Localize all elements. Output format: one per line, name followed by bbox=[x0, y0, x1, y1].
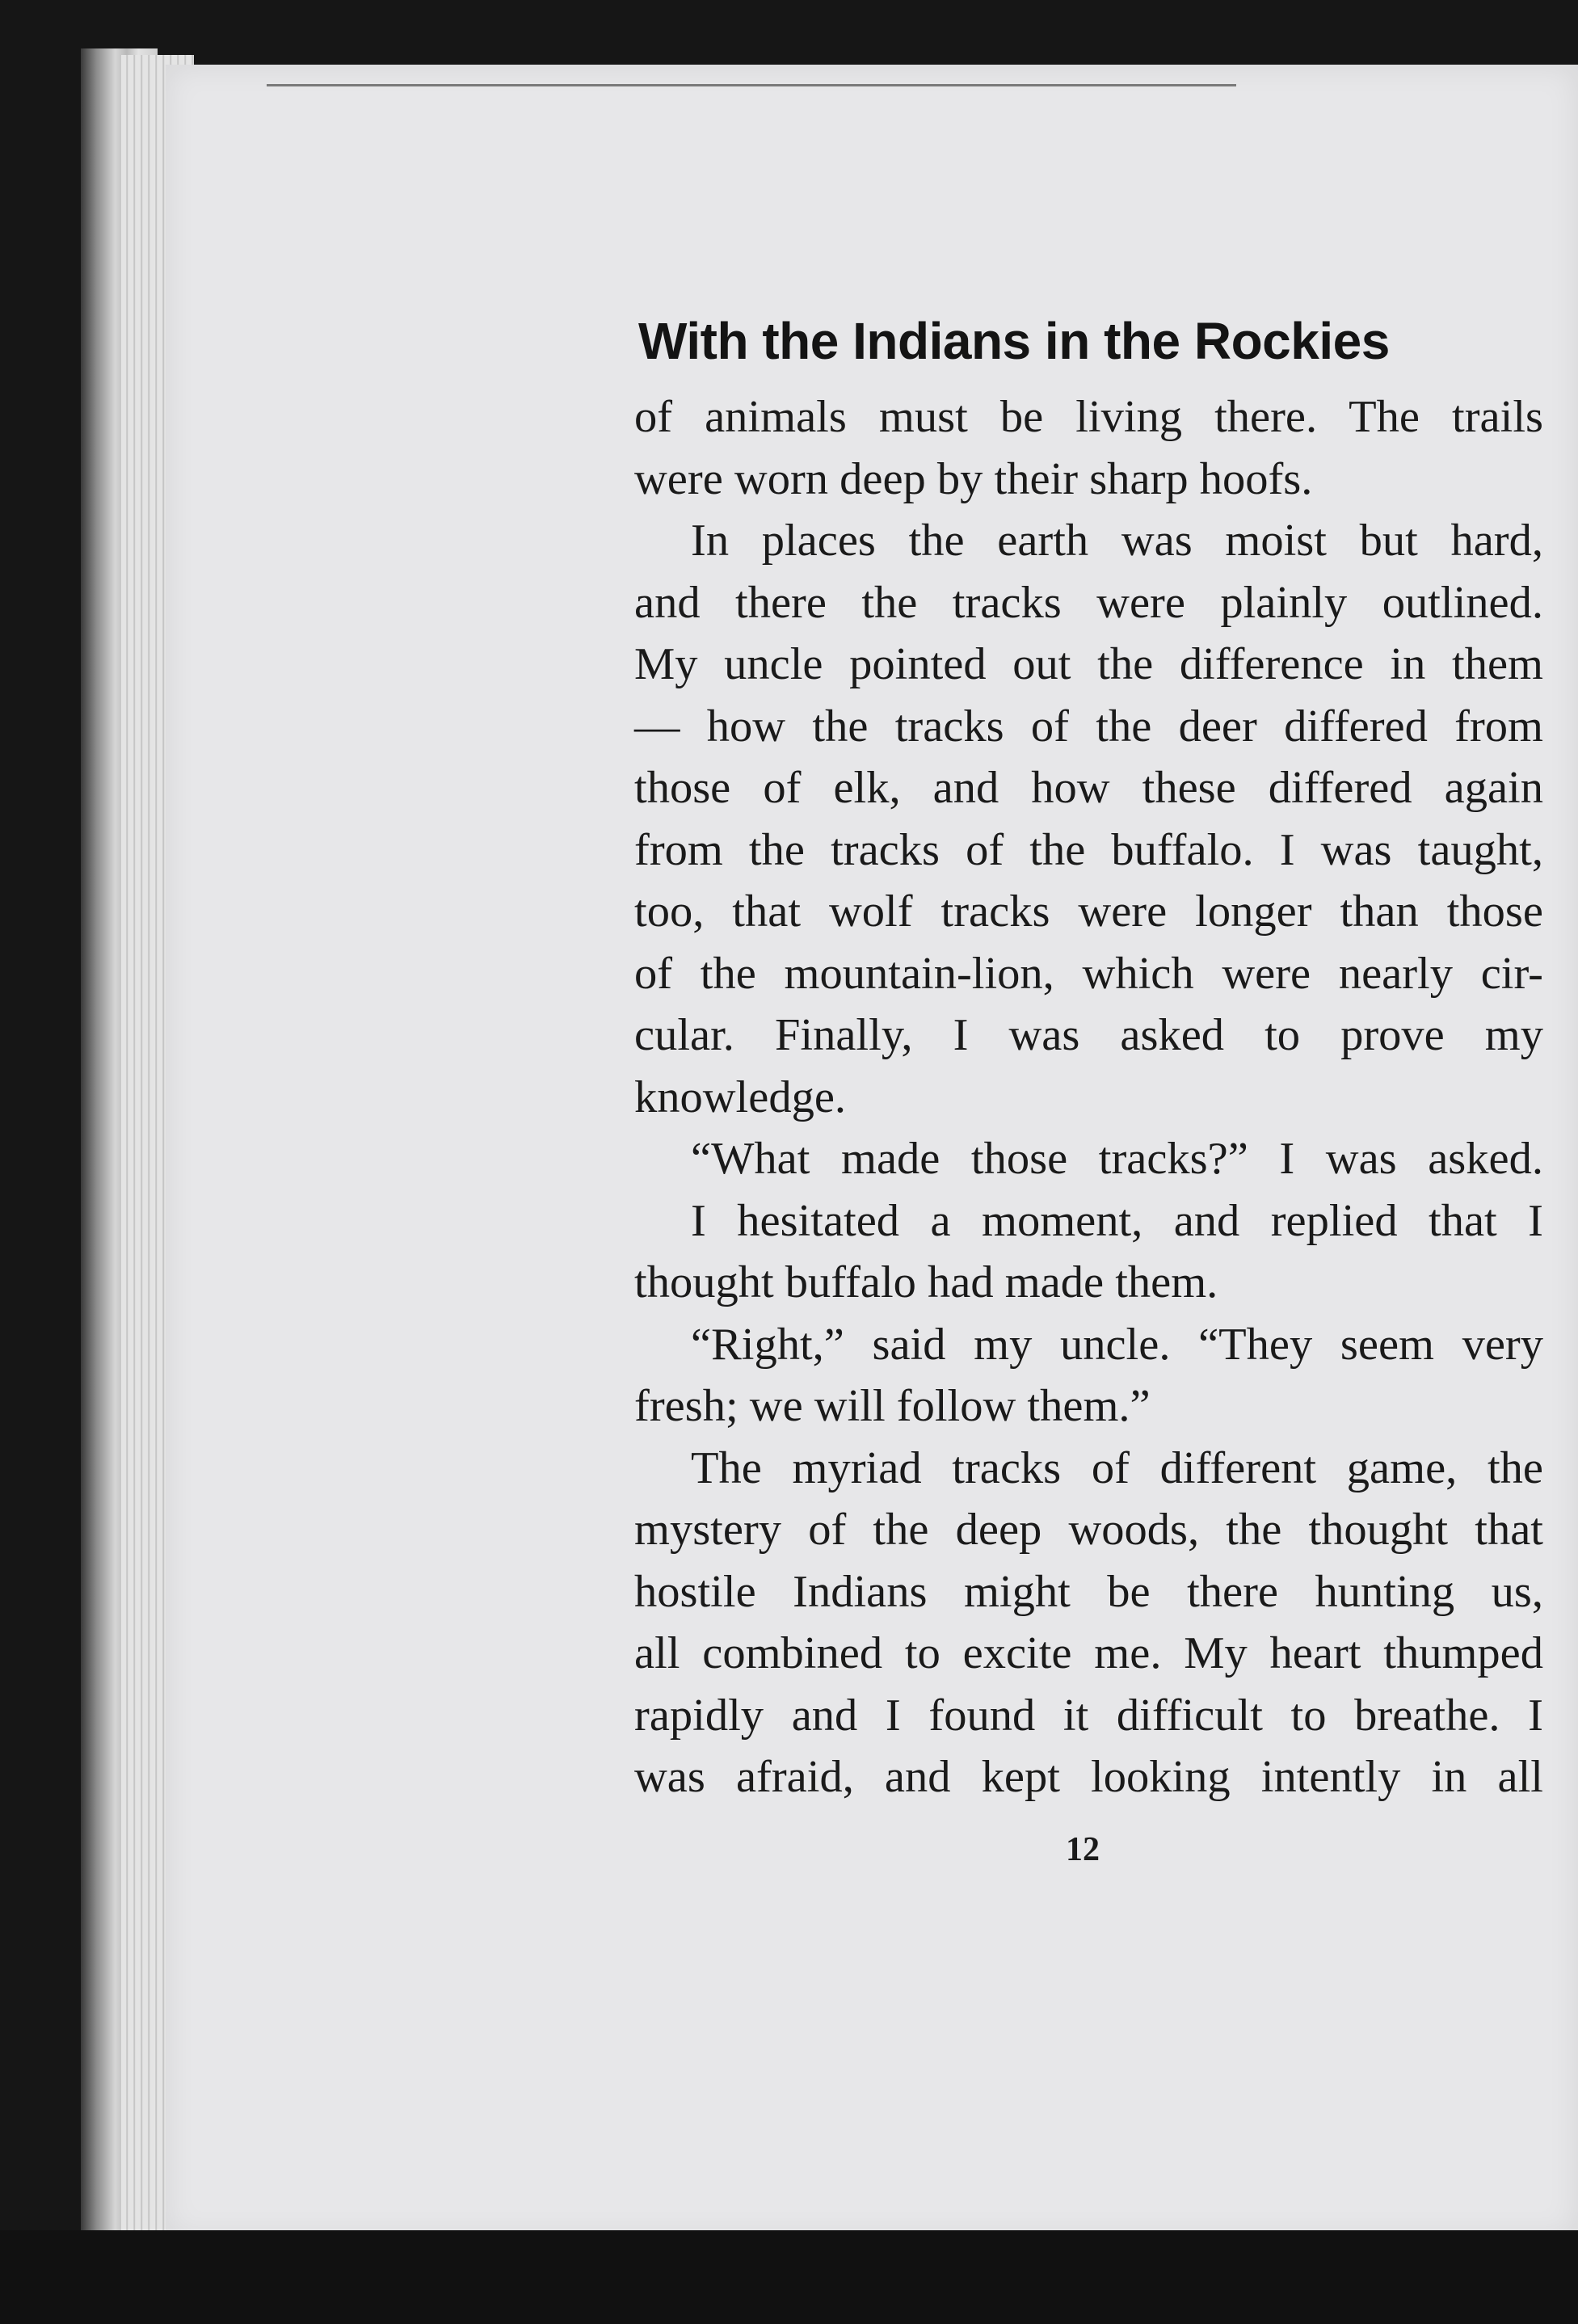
text-line: mystery of the deep woods, the thought that bbox=[634, 1505, 1543, 1555]
text-line: from the tracks of the buffalo. I was taught, bbox=[634, 824, 1543, 875]
text-line: those of elk, and how these differed again bbox=[634, 763, 1543, 813]
page-top-edge bbox=[267, 84, 1236, 86]
text-line: cular. Finally, I was asked to prove my bbox=[634, 1010, 1543, 1060]
text-line: were worn deep by their sharp hoofs. bbox=[634, 453, 1313, 504]
text-line: thought buffalo had made them. bbox=[634, 1257, 1218, 1307]
text-line: and there the tracks were plainly outlined. bbox=[634, 577, 1543, 628]
text-line: “Right,” said my uncle. “They seem very bbox=[691, 1319, 1543, 1370]
text-line: — how the tracks of the deer differed from bbox=[634, 701, 1543, 752]
body-text bbox=[634, 386, 1543, 1808]
text-line: In places the earth was moist but hard, bbox=[691, 516, 1543, 566]
text-line: of the mountain-lion, which were nearly cir- bbox=[634, 948, 1543, 999]
text-line: too, that wolf tracks were longer than those bbox=[634, 886, 1543, 937]
text-line: I hesitated a moment, and replied that I bbox=[691, 1195, 1543, 1246]
text-line: rapidly and I found it difficult to breathe. I bbox=[634, 1690, 1543, 1741]
text-line: was afraid, and kept looking intently in all bbox=[634, 1752, 1543, 1802]
text-line: knowledge. bbox=[634, 1071, 847, 1122]
text-line: The myriad tracks of different game, the bbox=[691, 1442, 1543, 1493]
scan-bottom-border bbox=[0, 2230, 1578, 2324]
text-line: “What made those tracks?” I was asked. bbox=[691, 1134, 1543, 1184]
text-line: fresh; we will follow them.” bbox=[634, 1381, 1151, 1431]
text-line: hostile Indians might be there hunting us, bbox=[634, 1566, 1543, 1617]
running-head: With the Indians in the Rockies bbox=[638, 312, 1390, 370]
text-line: all combined to excite me. My heart thumped bbox=[634, 1628, 1543, 1678]
text-line: My uncle pointed out the difference in them bbox=[634, 639, 1543, 689]
page-number: 12 bbox=[1066, 1831, 1100, 1868]
text-line: of animals must be living there. The trails bbox=[634, 392, 1543, 442]
